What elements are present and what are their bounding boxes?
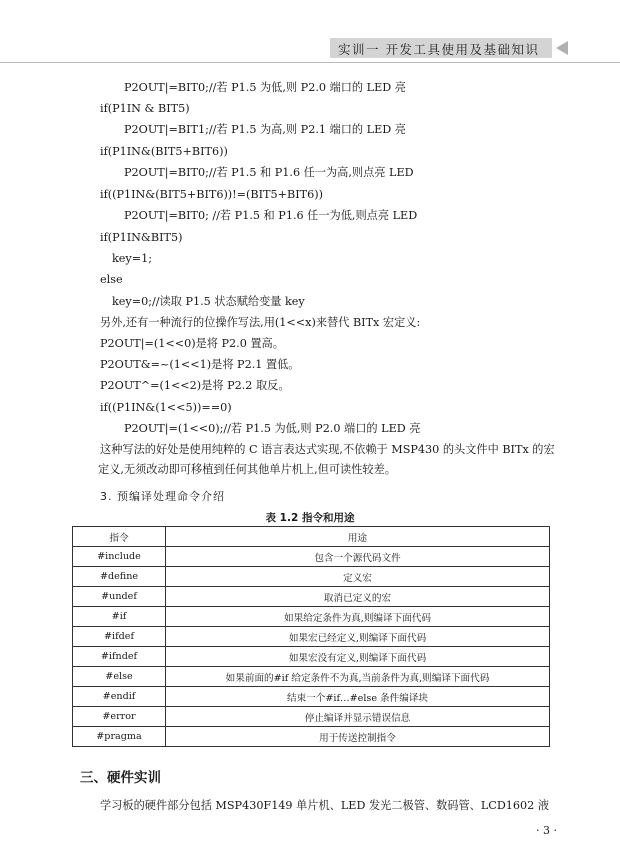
code-line: P2OUT|=BIT0;//若 P1.5 和 P1.6 任一为高,则点亮 LED <box>124 166 414 179</box>
code-line: P2OUT^=(1<<2)是将 P2.2 取反。 <box>100 379 290 392</box>
table-cell-directive: #if <box>73 607 166 627</box>
code-line: if(P1IN&BIT5) <box>100 231 183 244</box>
table-cell-usage: 停止编译并显示错误信息 <box>166 707 550 727</box>
code-line: P2OUT|=(1<<0);//若 P1.5 为低,则 P2.0 端口的 LED 亮 <box>124 422 421 435</box>
table-cell-directive: #error <box>73 707 166 727</box>
table-cell-directive: #endif <box>73 687 166 707</box>
table-cell-directive: #ifdef <box>73 627 166 647</box>
header-title: 实训一 开发工具使用及基础知识 <box>338 42 540 57</box>
code-line: P2OUT|=BIT0;//若 P1.5 为低,则 P2.0 端口的 LED 亮 <box>124 81 406 94</box>
directive-table <box>72 526 550 747</box>
code-line: P2OUT|=BIT0; //若 P1.5 和 P1.6 任一为低,则点亮 LED <box>124 209 418 222</box>
table-header-cell: 指令 <box>73 527 166 547</box>
triangle-icon <box>556 41 568 55</box>
table-cell-usage: 包含一个源代码文件 <box>166 547 550 567</box>
code-line: key=1; <box>112 252 152 265</box>
code-line: if(P1IN & BIT5) <box>100 102 190 115</box>
table-cell-usage: 如果宏已经定义,则编译下面代码 <box>166 627 550 647</box>
code-line: else <box>100 273 123 286</box>
table-cell-usage: 如果宏没有定义,则编译下面代码 <box>166 647 550 667</box>
code-line: P2OUT|=BIT1;//若 P1.5 为高,则 P2.1 端口的 LED 亮 <box>124 123 406 136</box>
header-rule <box>0 62 620 63</box>
table-cell-usage: 用于传送控制指令 <box>166 727 550 747</box>
table-cell-directive: #include <box>73 547 166 567</box>
code-line: if((P1IN&(1<<5))==0) <box>100 401 232 414</box>
table-cell-usage: 取消已定义的宏 <box>166 587 550 607</box>
table-cell-directive: #ifndef <box>73 647 166 667</box>
table-row <box>73 647 550 667</box>
table-cell-directive: #pragma <box>73 727 166 747</box>
code-line: P2OUT|=(1<<0)是将 P2.0 置高。 <box>100 337 284 350</box>
table-row <box>73 667 550 687</box>
table-cell-directive: #define <box>73 567 166 587</box>
code-line: if((P1IN&(BIT5+BIT6))!=(BIT5+BIT6)) <box>100 188 323 201</box>
table-header-row <box>73 527 550 547</box>
table-row <box>73 707 550 727</box>
chapter-heading: 三、硬件实训 <box>80 770 161 786</box>
table-cell-usage: 如果前面的#if 给定条件不为真,当前条件为真,则编译下面代码 <box>166 667 550 687</box>
body-paragraph: 学习板的硬件部分包括 MSP430F149 单片机、LED 发光二极管、数码管、LCD1602 液 <box>100 799 550 812</box>
code-line: P2OUT&=~(1<<1)是将 P2.1 置低。 <box>100 358 300 371</box>
table-row <box>73 567 550 587</box>
table-row <box>73 687 550 707</box>
table-row <box>73 627 550 647</box>
table-cell-directive: #else <box>73 667 166 687</box>
table-cell-usage: 结束一个#if…#else 条件编译块 <box>166 687 550 707</box>
table-row <box>73 607 550 627</box>
table-cell-usage: 如果给定条件为真,则编译下面代码 <box>166 607 550 627</box>
running-header <box>0 34 620 62</box>
section-heading: 3. 预编译处理命令介绍 <box>100 490 225 503</box>
body-line: 另外,还有一种流行的位操作写法,用(1<<x)来替代 BITx 宏定义: <box>100 316 421 329</box>
code-line: if(P1IN&(BIT5+BIT6)) <box>100 145 228 158</box>
table-cell-directive: #undef <box>73 587 166 607</box>
body-paragraph: 这种写法的好处是使用纯粹的 C 语言表达式实现,不依赖于 MSP430 的头文件中 BITx 的宏定义,无须改动即可移植到任何其他单片机上,但可读性较差。 <box>98 443 555 476</box>
page-number: · 3 · <box>536 824 557 837</box>
table-caption: 表 1.2 指令和用途 <box>265 512 355 524</box>
code-line: key=0;//读取 P1.5 状态赋给变量 key <box>112 295 305 308</box>
table-header-cell: 用途 <box>166 527 550 547</box>
table-row <box>73 587 550 607</box>
table-row <box>73 727 550 747</box>
table-cell-usage: 定义宏 <box>166 567 550 587</box>
table-row <box>73 547 550 567</box>
